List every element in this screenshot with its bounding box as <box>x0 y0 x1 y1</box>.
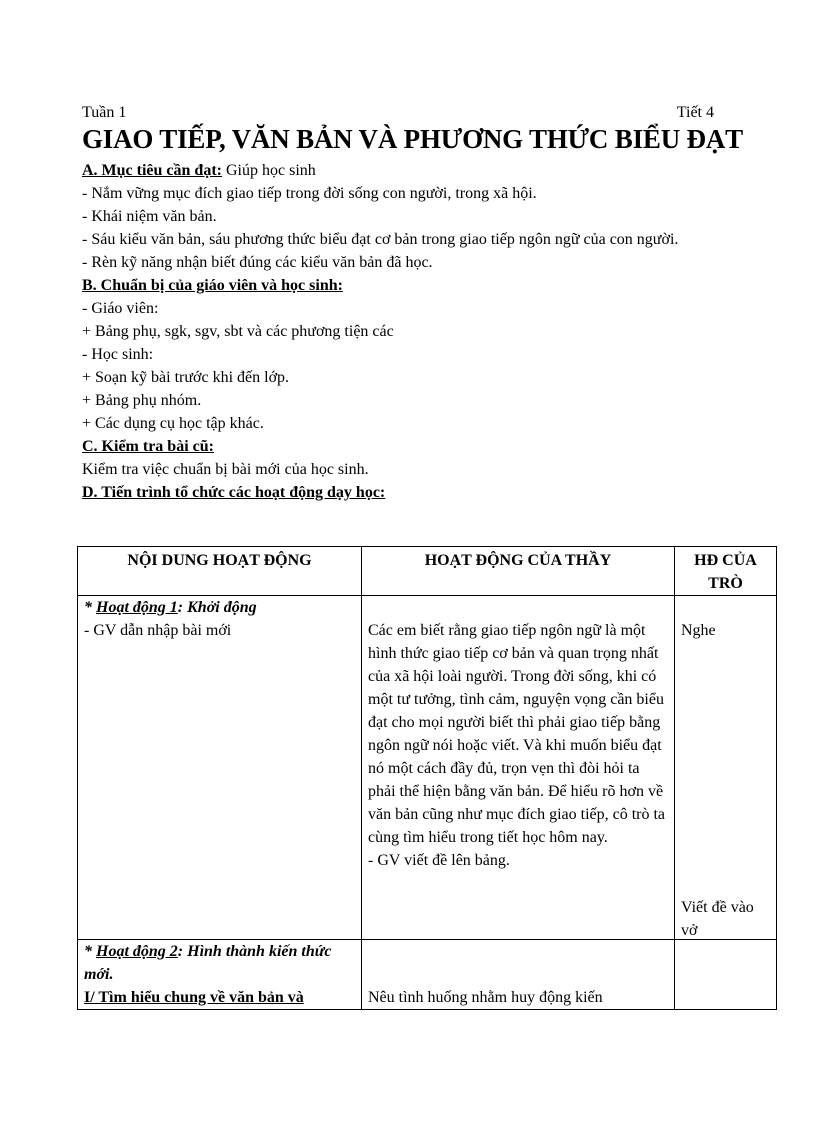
document-title: GIAO TIẾP, VĂN BẢN VÀ PHƯƠNG THỨC BIỂU ĐẠT <box>82 124 743 154</box>
activity-prefix: * <box>84 943 96 960</box>
section-a-heading: A. Mục tiêu cần đạt: <box>82 162 222 179</box>
section-a-item: - Sáu kiểu văn bản, sáu phương thức biểu đạt cơ bản trong giao tiếp ngôn ngữ của con người. <box>82 231 679 248</box>
lesson-label: Tiết 4 <box>676 104 714 121</box>
activity-label: Hoạt động 2 <box>96 943 178 960</box>
teacher-text: Nêu tình huống nhằm huy động kiến <box>368 989 603 1006</box>
section-b-item: - Học sinh: <box>82 346 154 363</box>
page-header <box>82 104 714 126</box>
section-a-item: - Rèn kỹ năng nhận biết đúng các kiểu văn bản đã học. <box>82 254 433 271</box>
section-c-heading: C. Kiểm tra bài cũ: <box>82 438 214 455</box>
section-c-line <box>82 435 762 458</box>
section-b-item: + Các dụng cụ học tập khác. <box>82 415 264 432</box>
section-c-text: Kiểm tra việc chuẩn bị bài mới của học sinh. <box>82 461 369 478</box>
section-a-line <box>82 159 762 182</box>
section-b-heading: B. Chuẩn bị của giáo viên và học sinh: <box>82 277 343 294</box>
activity-heading <box>84 596 355 619</box>
activity-suffix: : Khởi động <box>177 599 257 616</box>
section-b-item: - Giáo viên: <box>82 300 159 317</box>
table-cell-content <box>78 940 362 1010</box>
activity-subheading: I/ Tìm hiểu chung về văn bản và <box>84 989 304 1006</box>
activity-heading <box>84 940 355 986</box>
section-b-item: + Soạn kỹ bài trước khi đến lớp. <box>82 369 290 386</box>
section-b-item: + Bảng phụ, sgk, sgv, sbt và các phương tiện các <box>82 323 394 340</box>
table-header-cell: HOẠT ĐỘNG CỦA THẦY <box>362 547 675 596</box>
teacher-text: Các em biết rằng giao tiếp ngôn ngữ là một hình thức giao tiếp cơ bản và quan trọng nhất của xã hội loài người. Trong đời sống, khi có một tư tưởng, tình cảm, nguyện vọng cần biểu đạt cho mọi người biết thì phải giao tiếp bằng ngôn ngữ nói hoặc viết. Và khi muốn biểu đạt nó một cách đầy đủ, trọn vẹn thì đòi hỏi ta phải thể hiện bằng văn bản. Để hiểu rõ hơn về văn bản cũng như mục đích giao tiếp, cô trò ta cùng tìm hiểu trong tiết học hôm nay. <box>368 622 666 846</box>
table-header-cell: HĐ CỦA TRÒ <box>675 547 777 596</box>
document-body <box>82 159 762 504</box>
section-a-intro: Giúp học sinh <box>221 162 316 179</box>
activity-content: - GV dẫn nhập bài mới <box>84 622 232 639</box>
table-header-cell: NỘI DUNG HOẠT ĐỘNG <box>78 547 362 596</box>
section-d-heading: D. Tiến trình tổ chức các hoạt động dạy học: <box>82 484 386 501</box>
student-text: Viết đề vào vở <box>681 899 754 939</box>
table-cell-student <box>675 596 777 940</box>
activity-label: Hoạt động 1 <box>96 599 178 616</box>
table-cell-teacher <box>362 940 675 1010</box>
teacher-text: - GV viết đề lên bảng. <box>368 852 510 869</box>
section-a-item: - Nắm vững mục đích giao tiếp trong đời sống con người, trong xã hội. <box>82 185 537 202</box>
activity-table <box>77 546 777 1010</box>
section-a-item: - Khái niệm văn bản. <box>82 208 217 225</box>
table-cell-student <box>675 940 777 1010</box>
table-cell-teacher <box>362 596 675 940</box>
activity-suffix: : Hình thành kiến thức mới. <box>84 943 332 983</box>
section-b-item: + Bảng phụ nhóm. <box>82 392 202 409</box>
section-b-line <box>82 274 762 297</box>
student-text: Nghe <box>681 622 716 639</box>
section-d-line <box>82 481 762 504</box>
activity-prefix: * <box>84 599 96 616</box>
table-cell-content <box>78 596 362 940</box>
table-row <box>78 940 777 1010</box>
week-label: Tuần 1 <box>82 104 127 121</box>
table-row <box>78 596 777 940</box>
table-header-row <box>78 547 777 596</box>
